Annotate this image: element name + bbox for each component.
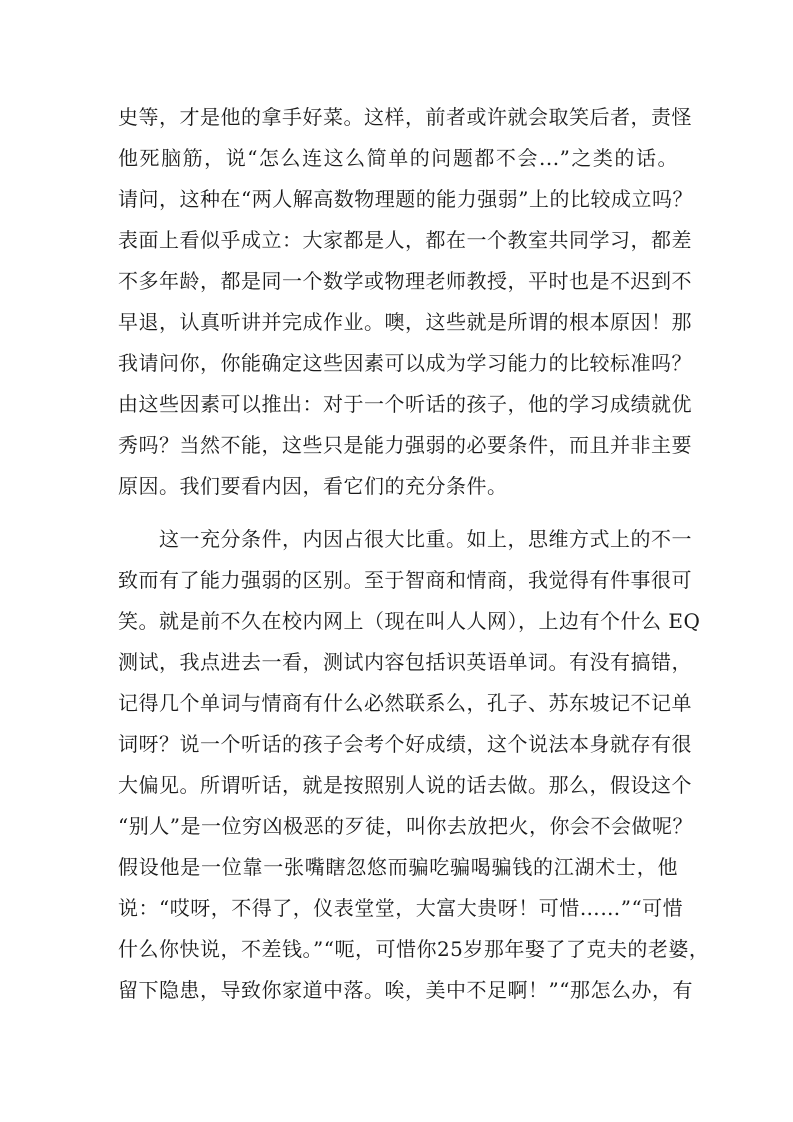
text-line: “别人”是一位穷凶极恶的歹徒，叫你去放把火，你会不会做呢？	[118, 814, 693, 838]
text-line: 假设他是一位靠一张嘴瞎忽悠而骗吃骗喝骗钱的江湖术士，他	[118, 855, 678, 879]
paragraph-gap	[118, 507, 678, 519]
text-line: 我请问你，你能确定这些因素可以成为学习能力的比较标准吗？	[118, 351, 692, 375]
text-line: 词呀？说一个听话的孩子会考个好成绩，这个说法本身就存有很	[118, 732, 692, 756]
text-line: 不多年龄，都是同一个数学或物理老师教授，平时也是不迟到不	[118, 269, 692, 293]
paragraph	[118, 519, 710, 1011]
paragraph	[118, 97, 693, 507]
text-line: 他死脑筋，说“怎么连这么简单的问题都不会...”之类的话。	[118, 146, 678, 170]
text-line: 表面上看似乎成立：大家都是人，都在一个教室共同学习，都差	[118, 228, 692, 252]
text-line: 大偏见。所谓听话，就是按照别人说的话去做。那么，假设这个	[118, 773, 692, 797]
text-line: 史等，才是他的拿手好菜。这样，前者或许就会取笑后者，责怪	[118, 105, 692, 129]
text-line: 这一充分条件，内因占很大比重。如上，思维方式上的不一	[118, 527, 692, 551]
text-line: 什么你快说，不差钱。”“呃，可惜你25岁那年娶了了克夫的老婆，	[118, 937, 710, 961]
text-line: 致而有了能力强弱的区别。至于智商和情商，我觉得有件事很可	[118, 568, 692, 592]
text-line: 由这些因素可以推出：对于一个听话的孩子，他的学习成绩就优	[118, 392, 692, 416]
text-line: 原因。我们要看内因，看它们的充分条件。	[118, 474, 508, 498]
text-line: 记得几个单词与情商有什么必然联系么，孔子、苏东坡记不记单	[118, 691, 692, 715]
text-line: 说：“哎呀，不得了，仪表堂堂，大富大贵呀！可惜……”“可惜	[118, 896, 684, 920]
text-line: 笑。就是前不久在校内网上（现在叫人人网），上边有个什么 EQ	[118, 609, 701, 633]
body-text	[118, 97, 710, 1011]
text-line: 请问，这种在“两人解高数物理题的能力强弱”上的比较成立吗？	[118, 187, 693, 211]
text-line: 测试，我点进去一看，测试内容包括识英语单词。有没有搞错，	[118, 650, 692, 674]
text-line: 秀吗？当然不能，这些只是能力强弱的必要条件，而且并非主要	[118, 433, 692, 457]
text-line: 早退，认真听讲并完成作业。噢，这些就是所谓的根本原因！那	[118, 310, 692, 334]
text-line: 留下隐患，导致你家道中落。唉，美中不足啊！”“那怎么办，有	[118, 978, 693, 1002]
